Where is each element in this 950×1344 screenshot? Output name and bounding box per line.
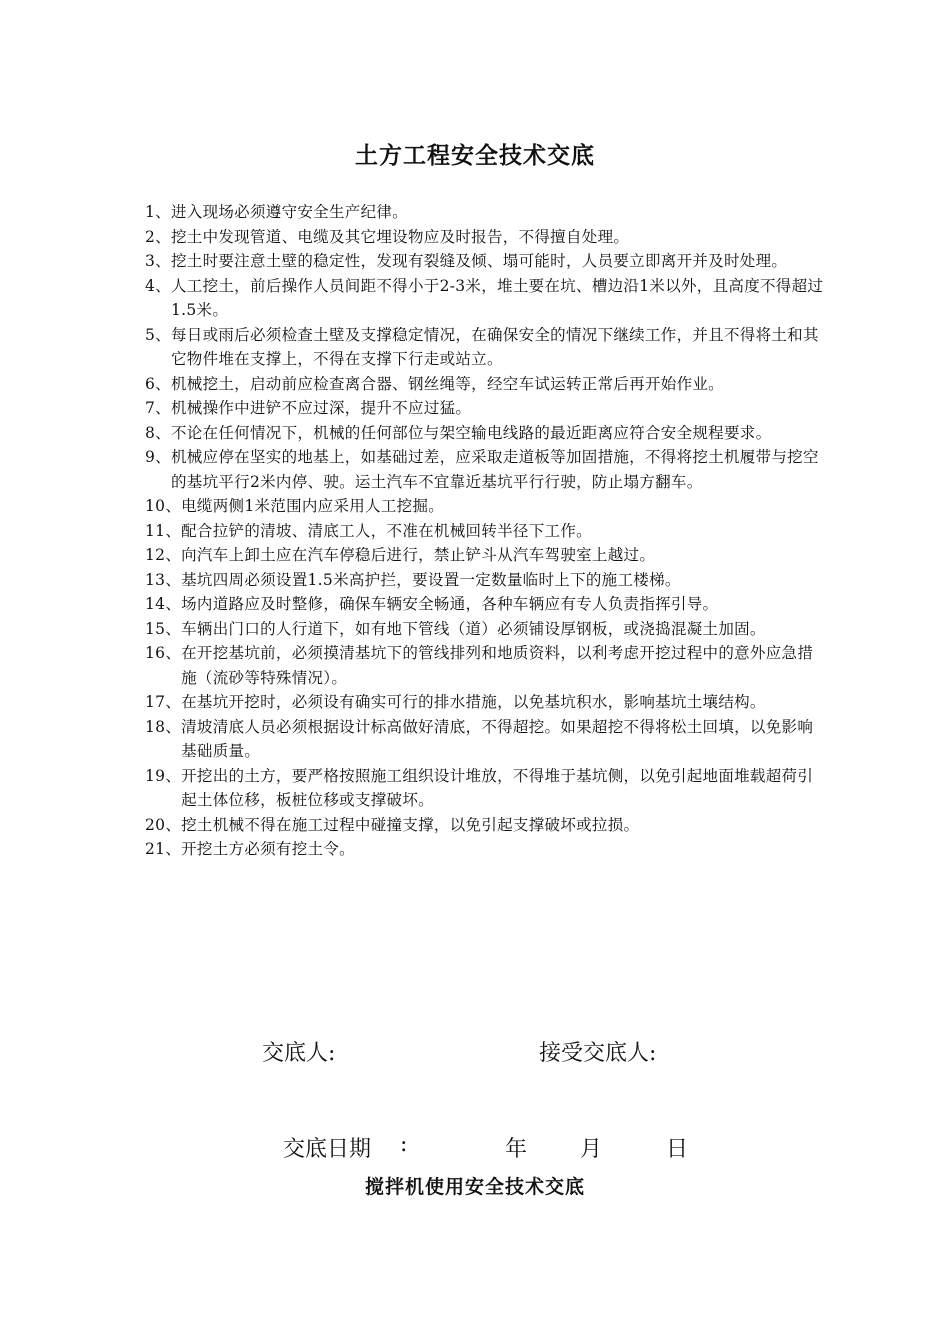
item-number: 6、 xyxy=(145,374,171,393)
date-colon: : xyxy=(400,1132,408,1157)
list-item xyxy=(145,421,825,446)
date-label: 交底日期 xyxy=(283,1137,372,1162)
list-item xyxy=(145,519,825,544)
item-text: 开挖土方必须有挖土令。 xyxy=(181,840,355,858)
list-item xyxy=(145,543,825,568)
item-text: 车辆出门口的人行道下，如有地下管线（道）必须铺设厚钢板，或浇捣混凝土加固。 xyxy=(181,619,766,638)
item-text: 在基坑开挖时，必须设有确实可行的排水措施，以免基坑积水，影响基坑土壤结构。 xyxy=(181,693,766,711)
item-number: 3、 xyxy=(145,252,171,270)
item-number: 21、 xyxy=(145,840,182,858)
presenter-label: 交底人: xyxy=(262,1041,336,1066)
item-number: 4、 xyxy=(145,276,171,295)
item-text: 进入现场必须遵守安全生产纪律。 xyxy=(170,203,408,221)
item-text: 机械操作中进铲不应过深，提升不应过猛。 xyxy=(170,399,472,417)
item-text: 每日或雨后必须检查土壁及支撑稳定情况，在确保安全的情况下继续工作，并且不得将土和其它物件堆在支撑上，不得在支撑下行走或站立。 xyxy=(170,325,819,368)
list-item xyxy=(145,445,825,494)
item-number: 13、 xyxy=(145,570,182,589)
item-text: 清坡清底人员必须根据设计标高做好清底，不得超挖。如果超挖不得将松土回填，以免影响基础质量。 xyxy=(181,717,814,760)
item-text: 人工挖土，前后操作人员间距不得小于2-3米，堆土要在坑、槽边沿1米以外，且高度不得超过1.5米。 xyxy=(170,276,824,319)
list-item xyxy=(145,641,825,690)
item-number: 16、 xyxy=(145,644,182,662)
list-item xyxy=(145,690,825,715)
safety-items-list xyxy=(145,200,825,862)
item-text: 挖土中发现管道、电缆及其它埋设物应及时报告，不得擅自处理。 xyxy=(170,227,630,246)
next-section-title: 搅拌机使用安全技术交底 xyxy=(364,1176,585,1198)
item-text: 配合拉铲的清坡、清底工人，不准在机械回转半径下工作。 xyxy=(181,521,592,540)
item-number: 11、 xyxy=(145,521,182,540)
receiver-label: 接受交底人: xyxy=(539,1041,657,1066)
item-text: 挖土时要注意土壁的稳定性，发现有裂缝及倾、塌可能时，人员要立即离开并及时处理。 xyxy=(170,252,788,270)
list-item xyxy=(145,592,825,617)
item-number: 8、 xyxy=(145,423,171,442)
item-text: 开挖出的土方，要严格按照施工组织设计堆放，不得堆于基坑侧，以免引起地面堆载超荷引起土体位移，板桩位移或支撑破坏。 xyxy=(181,766,814,809)
item-number: 9、 xyxy=(145,448,171,466)
date-year: 年 xyxy=(505,1137,528,1162)
list-item xyxy=(145,249,825,274)
item-text: 电缆两侧1米范围内应采用人工挖掘。 xyxy=(181,497,445,515)
item-number: 14、 xyxy=(145,595,182,613)
list-item xyxy=(145,715,825,764)
list-item xyxy=(145,837,825,862)
list-item xyxy=(145,323,825,372)
item-text: 向汽车上卸土应在汽车停稳后进行，禁止铲斗从汽车驾驶室上越过。 xyxy=(181,546,656,564)
item-number: 1、 xyxy=(145,203,171,221)
list-item xyxy=(145,372,825,397)
document-title: 土方工程安全技术交底 xyxy=(355,142,595,169)
item-text: 机械挖土，启动前应检查离合器、钢丝绳等，经空车试运转正常后再开始作业。 xyxy=(170,374,724,393)
item-number: 12、 xyxy=(145,546,182,564)
date-day: 日 xyxy=(666,1137,689,1162)
list-item xyxy=(145,617,825,642)
item-text: 场内道路应及时整修，确保车辆安全畅通，各种车辆应有专人负责指挥引导。 xyxy=(181,595,719,613)
item-number: 20、 xyxy=(145,815,182,834)
item-number: 17、 xyxy=(145,693,182,711)
list-item xyxy=(145,200,825,225)
date-month: 月 xyxy=(580,1137,603,1162)
item-number: 7、 xyxy=(145,399,171,417)
item-number: 18、 xyxy=(145,717,182,736)
list-item xyxy=(145,494,825,519)
item-text: 机械应停在坚实的地基上，如基础过差，应采取走道板等加固措施，不得将挖土机履带与挖空的基坑平行2米内停、驶。运土汽车不宜靠近基坑平行行驶，防止塌方翻车。 xyxy=(170,448,819,491)
list-item xyxy=(145,813,825,838)
item-text: 不论在任何情况下，机械的任何部位与架空输电线路的最近距离应符合安全规程要求。 xyxy=(170,423,772,442)
list-item xyxy=(145,274,825,323)
item-number: 10、 xyxy=(145,497,182,515)
item-number: 5、 xyxy=(145,325,171,344)
list-item xyxy=(145,225,825,250)
list-item xyxy=(145,764,825,813)
item-text: 挖土机械不得在施工过程中碰撞支撑，以免引起支撑破坏或拉损。 xyxy=(181,815,640,834)
item-text: 在开挖基坑前，必须摸清基坑下的管线排列和地质资料，以利考虑开挖过程中的意外应急措施（流砂等特殊情况）。 xyxy=(181,644,814,687)
item-number: 15、 xyxy=(145,619,182,638)
list-item xyxy=(145,568,825,593)
item-text: 基坑四周必须设置1.5米高护拦，要设置一定数量临时上下的施工楼梯。 xyxy=(181,570,681,589)
item-number: 19、 xyxy=(145,766,182,785)
list-item xyxy=(145,396,825,421)
item-number: 2、 xyxy=(145,227,171,246)
